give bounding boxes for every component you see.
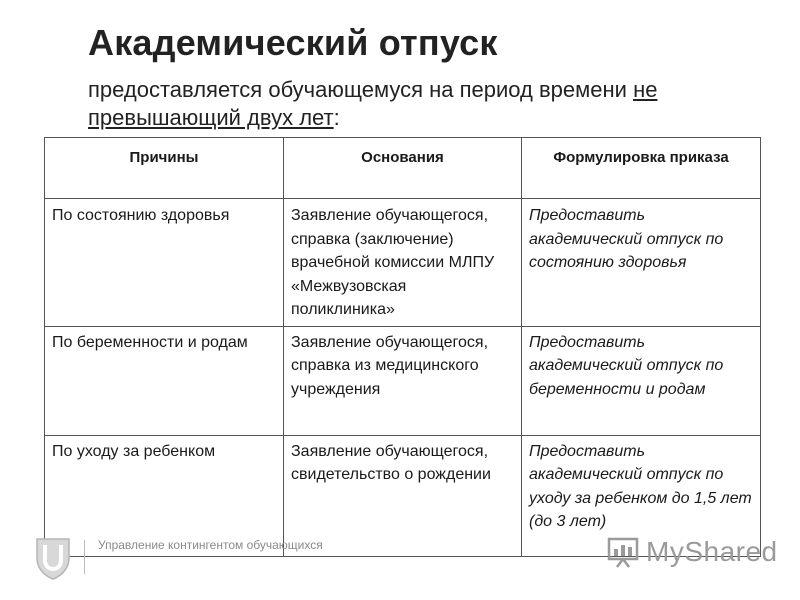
footer-text: Управление контингентом обучающихся bbox=[98, 538, 323, 552]
header-wording: Формулировка приказа bbox=[522, 138, 761, 199]
cell-reason: По уходу за ребенком bbox=[45, 435, 284, 556]
cell-wording: Предоставить академический отпуск по беременности и родам bbox=[522, 326, 761, 435]
subtitle-underline-1: не bbox=[633, 77, 658, 102]
footer-divider bbox=[84, 540, 85, 574]
subtitle-tail: : bbox=[333, 105, 340, 130]
presentation-chart-icon bbox=[606, 535, 640, 569]
cell-reason: По состоянию здоровья bbox=[45, 199, 284, 327]
header-basis: Основания bbox=[284, 138, 522, 199]
watermark-text: MyShared bbox=[646, 536, 778, 567]
university-shield-icon bbox=[34, 536, 72, 580]
table-row bbox=[45, 326, 761, 435]
table-header-row bbox=[45, 138, 761, 199]
slide-subtitle bbox=[88, 76, 768, 132]
slide-title: Академический отпуск bbox=[88, 22, 498, 63]
leave-table bbox=[44, 137, 761, 557]
header-reasons: Причины bbox=[45, 138, 284, 199]
table-row bbox=[45, 199, 761, 327]
cell-wording: Предоставить академический отпуск по состоянию здоровья bbox=[522, 199, 761, 327]
cell-basis: Заявление обучающегося, свидетельство о рождении bbox=[284, 435, 522, 556]
watermark bbox=[606, 532, 778, 572]
cell-basis: Заявление обучающегося, справка из медицинского учреждения bbox=[284, 326, 522, 435]
subtitle-underline-2: превышающий двух лет bbox=[88, 105, 334, 130]
cell-reason: По беременности и родам bbox=[45, 326, 284, 435]
cell-wording: Предоставить академический отпуск по уходу за ребенком до 1,5 лет (до 3 лет) bbox=[522, 435, 761, 556]
cell-basis: Заявление обучающегося, справка (заключение) врачебной комиссии МЛПУ «Межвузовская поликлиника» bbox=[284, 199, 522, 327]
subtitle-lead: предоставляется обучающемуся на период времени bbox=[88, 77, 634, 102]
